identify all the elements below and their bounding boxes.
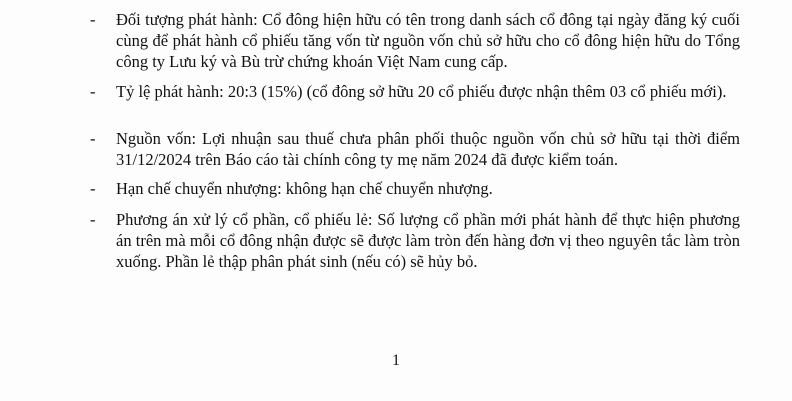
- list-item-text: [116, 128, 740, 170]
- item-label: Nguồn vốn:: [116, 129, 202, 148]
- list-item-text: [116, 209, 740, 272]
- list-item-text: [116, 9, 740, 72]
- bullet-dash: -: [90, 82, 96, 101]
- item-body: Số lượng cổ phần mới phát hành để thực hiện phương án trên mà mỗi cổ đông nhận được sẽ được làm tròn đến hàng đơn vị theo nguyên tắc làm tròn xuống. Phần lẻ thập phân phát sinh (nếu có) sẽ hủy bỏ.: [116, 210, 740, 271]
- item-body: không hạn chế chuyển nhượng.: [285, 179, 493, 198]
- item-label: Hạn chế chuyển nhượng:: [116, 179, 286, 198]
- bullet-dash: -: [90, 179, 96, 198]
- bullet-dash: -: [90, 210, 96, 229]
- item-body: Lợi nhuận sau thuế chưa phân phối thuộc nguồn vốn chủ sở hữu tại thời điểm 31/12/2024 trên Báo cáo tài chính công ty mẹ năm 2024 đã được kiểm toán.: [116, 129, 741, 169]
- item-label: Phương án xử lý cổ phần, cổ phiếu lẻ:: [116, 210, 378, 229]
- item-label: Tỷ lệ phát hành:: [116, 82, 228, 101]
- bullet-dash: -: [90, 129, 96, 148]
- item-label: Đối tượng phát hành:: [116, 10, 263, 29]
- page-number: 1: [392, 352, 400, 369]
- item-body: 20:3 (15%) (cổ đông sở hữu 20 cổ phiếu được nhận thêm 03 cổ phiếu mới).: [227, 82, 727, 101]
- bullet-dash: -: [90, 10, 96, 29]
- item-body: Cổ đông hiện hữu có tên trong danh sách cổ đông tại ngày đăng ký cuối cùng để phát hành cổ phiếu tăng vốn từ nguồn vốn chủ sở hữu cho cổ đông hiện hữu do Tổng công ty Lưu ký và Bù trừ chứng khoán Việt Nam cung cấp.: [116, 10, 740, 71]
- list-item-text: [116, 178, 740, 199]
- list-item-text: [116, 81, 740, 102]
